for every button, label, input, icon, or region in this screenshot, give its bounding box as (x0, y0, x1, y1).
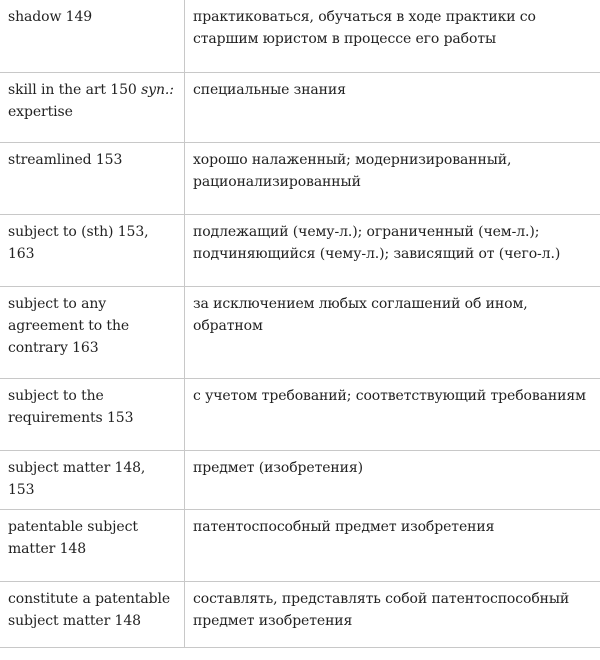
definition-text: патентоспособный предмет изобретения (193, 518, 495, 535)
table-row (0, 72, 600, 142)
definition-text: хорошо налаженный; модернизированный, рационализированный (193, 151, 512, 190)
table-row (0, 214, 600, 286)
definition-cell (185, 378, 600, 450)
definition-text: составлять, представлять собой патентоспособный предмет изобретения (193, 590, 570, 629)
definition-text: практиковаться, обучаться в ходе практики со старшим юристом в процессе его работы (193, 9, 536, 47)
definition-text: специальные знания (193, 81, 346, 98)
table-row (0, 0, 600, 72)
term-cell (0, 581, 185, 647)
term-cell (0, 0, 185, 72)
definition-text: подлежащий (чему-л.); ограниченный (чем-л.); подчиняющийся (чему-л.); зависящий от (чего-л.) (193, 223, 561, 262)
definition-cell (185, 142, 600, 214)
term-cell (0, 378, 185, 450)
definition-cell (185, 72, 600, 142)
table-row (0, 450, 600, 509)
term-text: subject matter 148, 153 (8, 459, 146, 498)
term-cell (0, 509, 185, 581)
definition-text: с учетом требований; соответствующий требованиям (193, 387, 586, 404)
definition-text: предмет (изобретения) (193, 459, 363, 476)
definition-cell (185, 450, 600, 509)
definition-cell (185, 286, 600, 378)
term-cell (0, 214, 185, 286)
definition-cell (185, 214, 600, 286)
definition-cell (185, 0, 600, 72)
term-text: streamlined 153 (8, 151, 123, 168)
synonym-text: expertise (8, 103, 73, 120)
definition-cell (185, 581, 600, 647)
table-row (0, 509, 600, 581)
term-cell (0, 72, 185, 142)
table-row (0, 142, 600, 214)
table-row (0, 378, 600, 450)
table-row (0, 286, 600, 378)
term-text: skill in the art 150 (8, 81, 142, 98)
term-text: shadow 149 (8, 9, 93, 25)
term-cell (0, 286, 185, 378)
term-cell (0, 450, 185, 509)
definition-cell (185, 509, 600, 581)
term-text: subject to the requirements 153 (8, 387, 134, 426)
term-text: subject to (sth) 153, 163 (8, 223, 149, 262)
synonym-label: syn.: (141, 81, 174, 98)
term-text: constitute a patentable subject matter 148 (8, 590, 171, 629)
term-text: patentable subject matter 148 (8, 518, 138, 557)
term-cell (0, 142, 185, 214)
table-row (0, 581, 600, 647)
term-text: subject to any agreement to the contrary 163 (8, 295, 130, 356)
definition-text: за исключением любых соглашений об ином, обратном (193, 295, 528, 334)
